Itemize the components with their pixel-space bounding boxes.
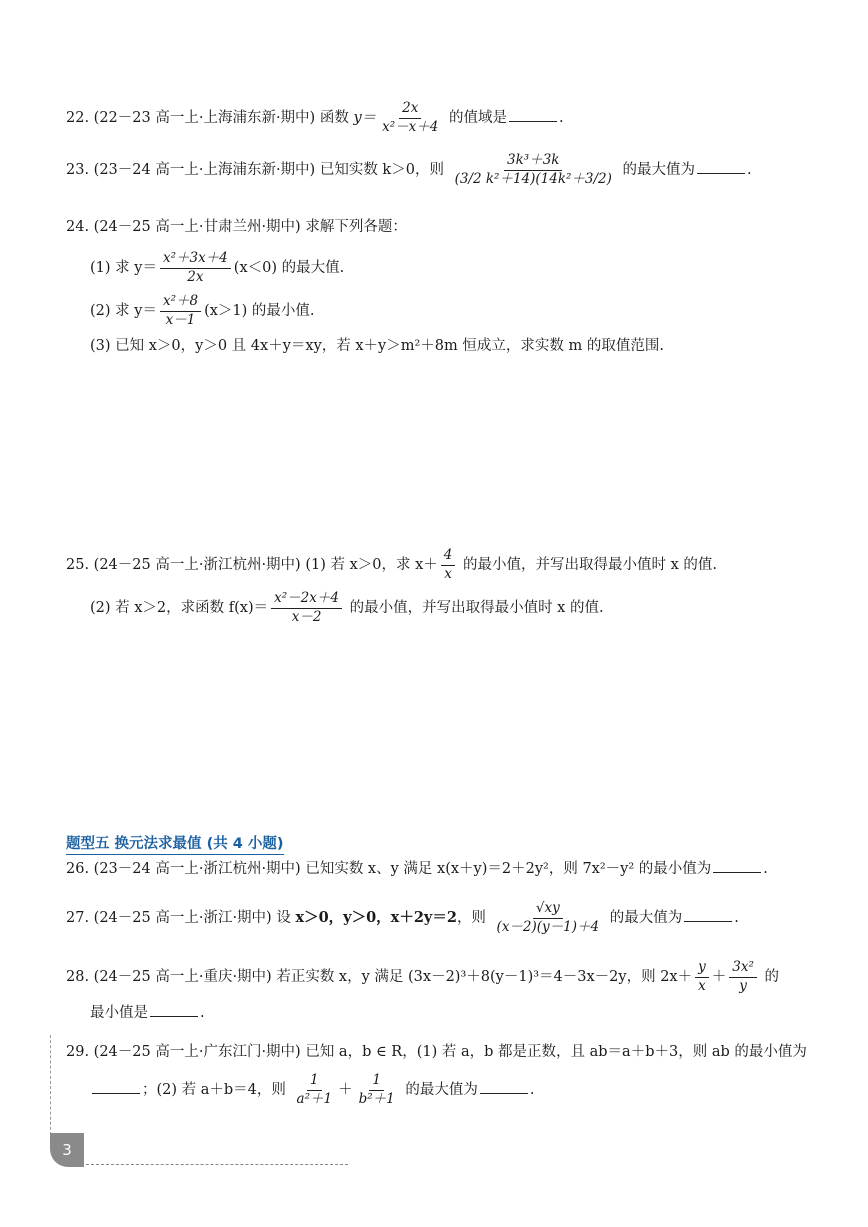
side-dashed-guide — [50, 1035, 51, 1135]
question-28-line-2 — [90, 1005, 205, 1022]
question-24-stem: 24. (24－25 高一上·甘肃兰州·期中) 求解下列各题： — [66, 219, 407, 235]
q24-p2-numerator: x²＋8 — [160, 294, 201, 312]
q25-p1-numerator: 4 — [441, 548, 456, 566]
q25-p2-numerator: x²－2x＋4 — [271, 591, 342, 609]
q24-p2-denominator: x－1 — [165, 311, 196, 328]
question-29: 29. (24－25 高一上·广东江门·期中) 已知 a，b ∈ R，(1) 若 a，b 都是正数，且 ab＝a＋b＋3，则 ab 的最小值为 — [66, 1044, 807, 1060]
q28-fraction-1 — [695, 960, 709, 994]
q28-f1-denominator: x — [698, 977, 706, 994]
q27-numerator: √xy — [533, 901, 563, 919]
bottom-dashed-guide — [86, 1164, 348, 1165]
question-25-part-1 — [66, 548, 717, 582]
q22-text: 22. (22－23 高一上·上海浦东新·期中) 函数 — [66, 110, 354, 127]
q23-denominator: (3/2 k²＋14)(14k²＋3/2) — [454, 170, 612, 187]
q28-f1-numerator: y — [695, 960, 709, 978]
q24-p2-suffix: (x＞1) 的最小值. — [204, 303, 315, 320]
q29-fraction-1 — [294, 1073, 336, 1107]
q29-answer-blank-2[interactable] — [480, 1092, 528, 1094]
q25-p1-denominator: x — [444, 565, 452, 582]
q22-suffix: 的值域是 — [444, 110, 507, 127]
question-25-part-2 — [90, 591, 604, 625]
question-27 — [66, 901, 739, 935]
q28-suffix: 的 — [759, 969, 779, 986]
q23-numerator: 3k³＋3k — [504, 153, 562, 171]
q24-p2-text: (2) 求 y＝ — [90, 303, 157, 320]
q25-p2-suffix: 的最小值，并写出取得最小值时 x 的值. — [344, 600, 604, 617]
q27-end: . — [734, 910, 739, 927]
q28-plus: ＋ — [711, 969, 727, 986]
q29-suffix: 的最大值为 — [400, 1082, 478, 1099]
q24-p1-fraction — [160, 251, 231, 285]
question-28 — [66, 960, 779, 994]
q25-p2-text: (2) 若 x＞2，求函数 f(x)＝ — [90, 600, 269, 617]
q29-line2-text: ；(2) 若 a＋b＝4，则 — [142, 1082, 291, 1099]
q24-p1-text: (1) 求 y＝ — [90, 260, 157, 277]
q28-end: . — [200, 1005, 205, 1021]
section-title: 题型五 换元法求最值 (共 4 小题) — [66, 832, 284, 855]
q27-condition: x＞0，y＞0，x＋2y＝2 — [295, 909, 457, 927]
q23-text: 23. (23－24 高一上·上海浦东新·期中) 已知实数 k＞0，则 — [66, 162, 449, 179]
q29-fraction-2 — [356, 1073, 398, 1107]
q26-answer-blank[interactable] — [713, 871, 761, 873]
q29-f2-denominator: b²＋1 — [358, 1090, 395, 1107]
q27-fraction — [494, 901, 603, 935]
q24-p1-numerator: x²＋3x＋4 — [160, 251, 231, 269]
q29-end: . — [529, 1082, 535, 1099]
q27-then: ，则 — [456, 910, 491, 927]
q23-end: . — [747, 162, 752, 179]
question-26 — [66, 861, 768, 878]
q29-answer-blank-1[interactable] — [92, 1092, 140, 1094]
q22-numerator: 2x — [399, 101, 421, 119]
q24-p1-suffix: (x＜0) 的最大值. — [233, 260, 345, 277]
q23-suffix: 的最大值为 — [617, 162, 696, 179]
q27-text: 27. (24－25 高一上·浙江·期中) 设 — [66, 910, 296, 927]
q28-line2-text: 最小值是 — [90, 1005, 148, 1021]
q22-y-eq: y＝ — [353, 110, 377, 127]
q29-f1-numerator: 1 — [307, 1073, 322, 1091]
page-number: 3 — [62, 1141, 72, 1159]
question-23 — [66, 153, 752, 187]
q28-fraction-2 — [729, 960, 757, 994]
q27-suffix: 的最大值为 — [605, 910, 683, 927]
question-24-part-1 — [90, 251, 344, 285]
q27-denominator: (x－2)(y－1)＋4 — [496, 918, 600, 935]
q25-p2-fraction — [271, 591, 342, 625]
q29-f1-denominator: a²＋1 — [296, 1090, 333, 1107]
q24-p2-fraction — [160, 294, 201, 328]
q28-text: 28. (24－25 高一上·重庆·期中) 若正实数 x，y 满足 (3x－2)³＋8(y－1)³＝4－3x－2y，则 2x＋ — [66, 969, 693, 986]
q29-plus: ＋ — [338, 1082, 353, 1099]
question-22 — [66, 101, 564, 135]
question-29-line-2 — [90, 1073, 534, 1107]
q23-answer-blank[interactable] — [697, 172, 745, 174]
q27-answer-blank[interactable] — [684, 920, 732, 922]
q29-f2-numerator: 1 — [369, 1073, 384, 1091]
q28-f2-denominator: y — [739, 977, 747, 994]
q22-answer-blank[interactable] — [509, 120, 557, 122]
q23-fraction — [452, 153, 615, 187]
q28-f2-numerator: 3x² — [729, 960, 757, 978]
q25-p1-suffix: 的最小值，并写出取得最小值时 x 的值. — [458, 557, 717, 574]
q26-end: . — [763, 861, 768, 877]
q22-denominator: x²－x＋4 — [382, 118, 439, 135]
q25-p1-fraction — [441, 548, 456, 582]
q25-p2-denominator: x－2 — [291, 608, 322, 625]
question-24-part-2 — [90, 294, 315, 328]
q24-p1-denominator: 2x — [187, 268, 204, 285]
q22-end: . — [558, 110, 564, 127]
q28-answer-blank[interactable] — [150, 1015, 198, 1017]
q22-fraction — [379, 101, 441, 135]
q25-p1-text: 25. (24－25 高一上·浙江杭州·期中) (1) 若 x＞0，求 x＋ — [66, 557, 438, 574]
question-24-part-3: (3) 已知 x＞0，y＞0 且 4x＋y＝xy，若 x＋y＞m²＋8m 恒成立，求实数 m 的取值范围. — [90, 338, 664, 354]
page-number-tab — [50, 1133, 84, 1167]
q26-text: 26. (23－24 高一上·浙江杭州·期中) 已知实数 x、y 满足 x(x＋y)＝2＋2y²，则 7x²－y² 的最小值为 — [66, 861, 712, 877]
